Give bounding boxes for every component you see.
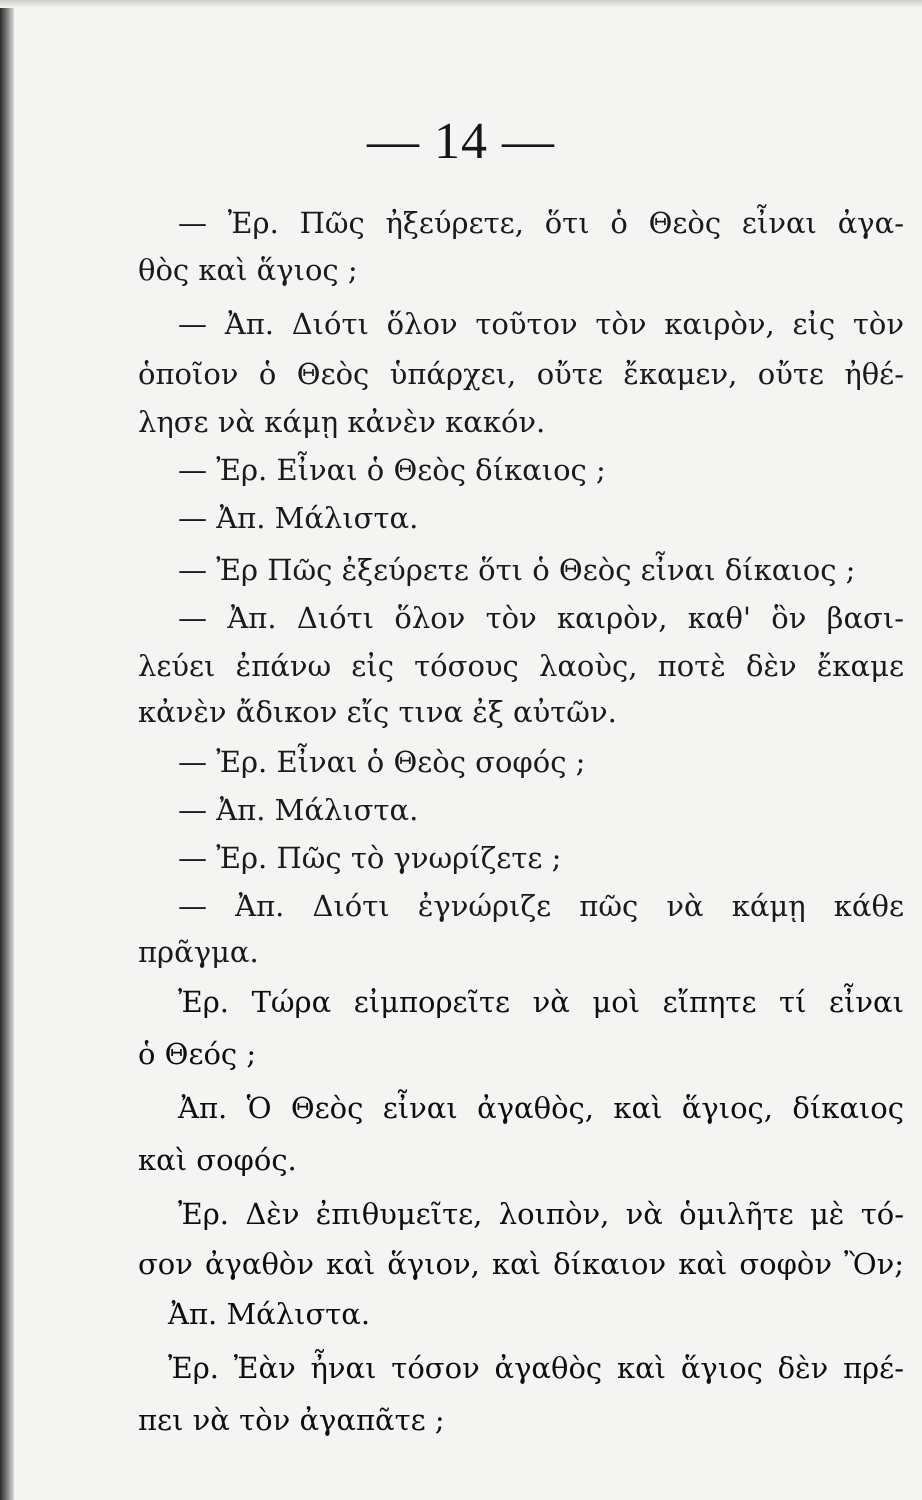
text-line: λησε νὰ κάμῃ κἀνὲν κακόν. bbox=[138, 405, 546, 439]
binding-edge bbox=[0, 0, 14, 1500]
text-line: — Ἐρ. Εἶναι ὁ Θεὸς δίκαιος ; bbox=[178, 453, 606, 487]
text-line: — Ἐρ. Πῶς ἠξεύρετε, ὅτι ὁ Θεὸς εἶναι ἀγα- bbox=[178, 206, 904, 240]
text-line: — Ἀπ. Μάλιστα. bbox=[178, 793, 419, 827]
text-line: λεύει ἐπάνω εἰς τόσους λαοὺς, ποτὲ δὲν ἔκαμε bbox=[138, 649, 904, 683]
text-line: πρᾶγμα. bbox=[138, 935, 259, 969]
text-line: — Ἐρ. Πῶς τὸ γνωρίζετε ; bbox=[178, 841, 562, 875]
text-line: Ἀπ. Ὁ Θεὸς εἶναι ἀγαθὸς, καὶ ἅγιος, δίκαιος bbox=[178, 1091, 904, 1125]
text-line: ὁποῖον ὁ Θεὸς ὑπάρχει, οὔτε ἔκαμεν, οὔτε ἠθέ- bbox=[138, 357, 904, 391]
text-line: ὁ Θεός ; bbox=[138, 1037, 257, 1071]
text-line: — Ἐρ Πῶς ἐξεύρετε ὅτι ὁ Θεὸς εἶναι δίκαιος ; bbox=[178, 553, 856, 587]
text-line: Ἀπ. Μάλιστα. bbox=[168, 1297, 371, 1331]
text-line: καὶ σοφός. bbox=[138, 1143, 297, 1177]
text-line: Ἐρ. Ἐὰν ἦναι τόσον ἀγαθὸς καὶ ἅγιος δὲν πρέ- bbox=[168, 1351, 904, 1385]
text-line: — Ἀπ. Μάλιστα. bbox=[178, 501, 419, 535]
text-line: Ἐρ. Δὲν ἐπιθυμεῖτε, λοιπὸν, νὰ ὁμιλῆτε μὲ τό- bbox=[178, 1197, 904, 1231]
text-line: — Ἐρ. Εἶναι ὁ Θεὸς σοφός ; bbox=[178, 745, 586, 779]
text-line: πει νὰ τὸν ἀγαπᾶτε ; bbox=[138, 1403, 445, 1437]
text-line: — Ἀπ. Διότι ὅλον τοῦτον τὸν καιρὸν, εἰς τὸν bbox=[178, 307, 904, 341]
text-line: κἀνὲν ἄδικον εἴς τινα ἐξ αὐτῶν. bbox=[138, 695, 617, 729]
page-top-edge bbox=[0, 0, 922, 8]
text-line: — Ἀπ. Διότι ἐγνώριζε πῶς νὰ κάμῃ κάθε bbox=[178, 889, 904, 923]
text-line: Ἐρ. Τώρα εἰμπορεῖτε νὰ μοὶ εἴπητε τί εἶναι bbox=[178, 985, 904, 1019]
text-line: θὸς καὶ ἅγιος ; bbox=[138, 253, 358, 287]
text-line: — Ἀπ. Διότι ὅλον τὸν καιρὸν, καθ' ὃν βασι- bbox=[178, 601, 904, 635]
text-line: σον ἀγαθὸν καὶ ἅγιον, καὶ δίκαιον καὶ σοφὸν Ὂν; bbox=[138, 1247, 904, 1281]
page-number: — 14 — bbox=[367, 113, 555, 170]
